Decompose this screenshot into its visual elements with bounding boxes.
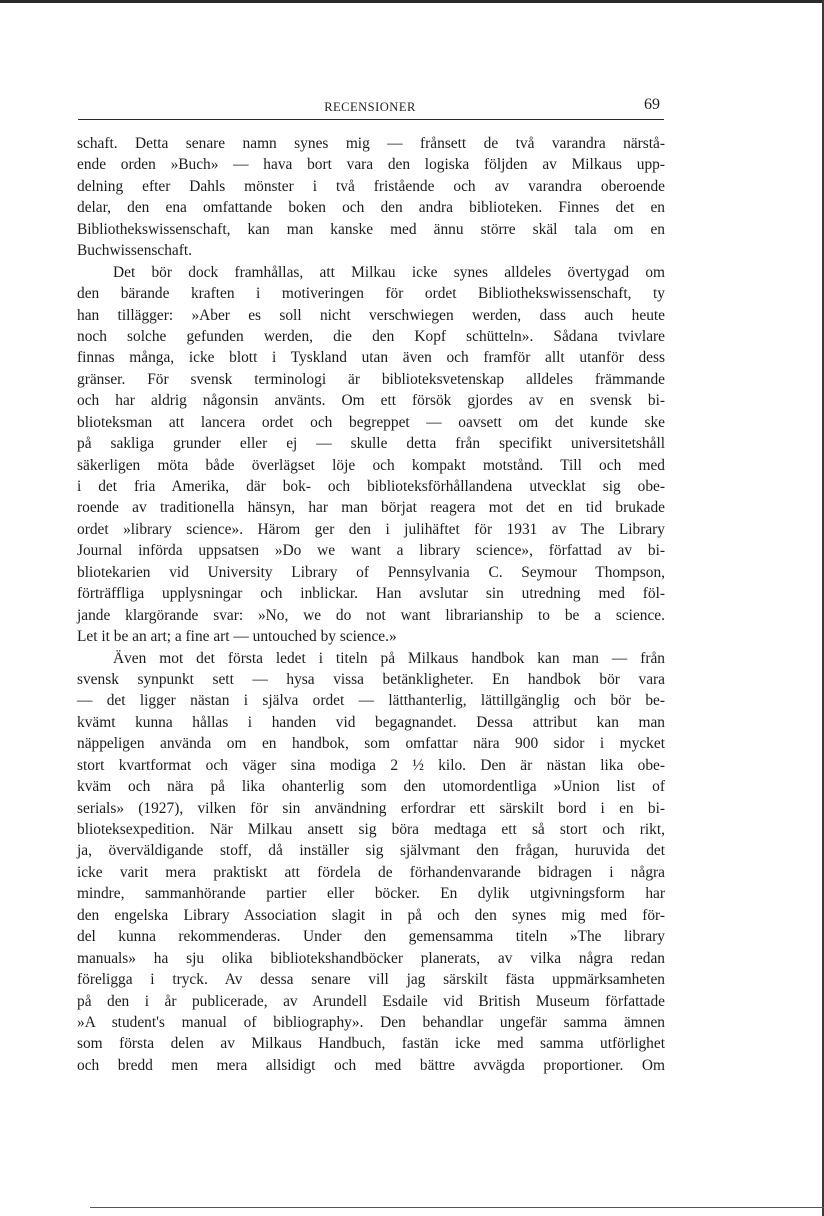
text-line: svensk synpunkt sett — hysa vissa betänkligheter. En handbok bör vara <box>77 670 665 688</box>
text-line: som första delen av Milkaus Handbuch, fastän icke med samma utförlighet <box>77 1035 665 1053</box>
text-line: på den i år publicerade, av Arundell Esdaile vid British Museum författade <box>77 992 665 1010</box>
text-line: delar, den ena omfattande boken och den andra biblioteken. Finnes det en <box>77 199 665 217</box>
scan-edge-top <box>0 0 824 3</box>
text-line: Bibliothekswissenschaft, kan man kanske med ännu större skäl tala om en <box>77 220 665 238</box>
text-line: Det bör dock framhållas, att Milkau icke synes alldeles övertygad om <box>113 263 665 281</box>
text-line: gränser. För svensk terminologi är biblioteksvetenskap alldeles främmande <box>77 370 665 388</box>
running-title: RECENSIONER <box>324 100 416 114</box>
text-line: finnas många, icke blott i Tyskland utan även och framför allt utanför dess <box>77 349 665 367</box>
text-line: noch solche gefunden werden, die den Kopf schütteln». Sådana tvivlare <box>77 327 665 345</box>
text-line: i det fria Amerika, där bok- och biblioteksförhållandena utvecklat sig obe- <box>77 478 665 495</box>
text-line: manuals» ha sju olika bibliotekshandböcker planerats, av vilka några redan <box>77 949 665 967</box>
header-rule <box>78 119 664 120</box>
text-line: föreligga i tryck. Av dessa senare vill jag särskilt fästa uppmärksamheten <box>77 971 665 989</box>
text-line: förträffliga upplysningar och inblickar. Han avslutar sin utredning med föl- <box>77 585 665 603</box>
text-line: kvämt kunna hållas i handen vid begagnandet. Dessa attribut kan man <box>77 713 665 731</box>
text-line: kväm och nära på lika ohanterlig som den utomordentliga »Union list of <box>77 778 665 796</box>
text-line: blioteksman att lancera ordet och begreppet — oavsett om det kunde ske <box>77 413 665 431</box>
text-line: Let it be an art; a fine art — untouched by science.» <box>77 628 397 646</box>
text-line: icke varit mera praktiskt att fördela de förhandenvarande bidragen i några <box>77 863 665 881</box>
text-line: den bärande kraften i motiveringen för ordet Bibliothekswissenschaft, ty <box>77 285 665 303</box>
text-line: Journal införda uppsatsen »Do we want a library science», författad av bi- <box>77 542 665 560</box>
text-line: och bredd men mera allsidigt och med bättre avvägda proportioner. Om <box>77 1056 665 1074</box>
text-line: på sakliga grunder eller ej — skulle detta från specifikt universitetshåll <box>77 435 665 453</box>
text-line: ja, överväldigande stoff, då inställer sig självmant den frågan, huruvida det <box>77 842 665 860</box>
text-line: delning efter Dahls mönster i två fristående och av varandra oberoende <box>77 177 665 195</box>
text-line: stort kvartformat och väger sina modiga 2 ½ kilo. Den är nästan lika obe- <box>77 756 665 774</box>
body-text <box>77 133 665 1076</box>
text-line: ordet »library science». Härom ger den i julihäftet för 1931 av The Library <box>77 520 665 538</box>
text-line: Även mot det första ledet i titeln på Milkaus handbok kan man — från <box>113 649 665 667</box>
page-number: 69 <box>644 96 660 113</box>
text-line: mindre, sammanhörande partier eller böcker. En dylik utgivningsform har <box>77 885 665 903</box>
text-line: näppeligen använda om en handbok, som omfattar nära 900 sidor i mycket <box>77 735 665 753</box>
text-line: schaft. Detta senare namn synes mig — frånsett de två varandra närstå- <box>77 135 665 152</box>
text-line: serials» (1927), vilken för sin användning erfordrar ett särskilt bord i en bi- <box>77 799 665 817</box>
text-line: bliotekarien vid University Library of Pennsylvania C. Seymour Thompson, <box>77 563 665 581</box>
text-line: Buchwissenschaft. <box>77 242 192 260</box>
running-head <box>78 96 662 118</box>
text-line: — det ligger nästan i själva ordet — lätthanterlig, lättillgänglig och bör be- <box>77 692 665 710</box>
text-line: ende orden »Buch» — hava bort vara den logiska följden av Milkaus upp- <box>77 156 665 174</box>
text-line: han tillägger: »Aber es soll nicht verschwiegen werden, dass auch heute <box>77 306 665 324</box>
text-line: del kunna rekommenderas. Under den gemensamma titeln »The library <box>77 928 665 946</box>
text-line: jande klargörande svar: »No, we do not want librarianship to be a science. <box>77 606 665 624</box>
text-line: och har aldrig någonsin använts. Om ett försök gjordes av en svensk bi- <box>77 392 665 410</box>
text-line: säkerligen möta både överlägset löje och kompakt motstånd. Till och med <box>77 456 665 474</box>
text-line: den engelska Library Association slagit in på och den synes mig med för- <box>77 906 665 924</box>
text-line: blioteksexpedition. När Milkau ansett sig böra medtaga ett så stort och rikt, <box>77 821 665 838</box>
text-line: roende av traditionella hänsyn, har man börjat reagera mot det en tid brukade <box>77 499 665 517</box>
text-line: »A student's manual of bibliography». Den behandlar ungefär samma ämnen <box>77 1013 665 1031</box>
scan-edge-bottom <box>90 1207 824 1208</box>
